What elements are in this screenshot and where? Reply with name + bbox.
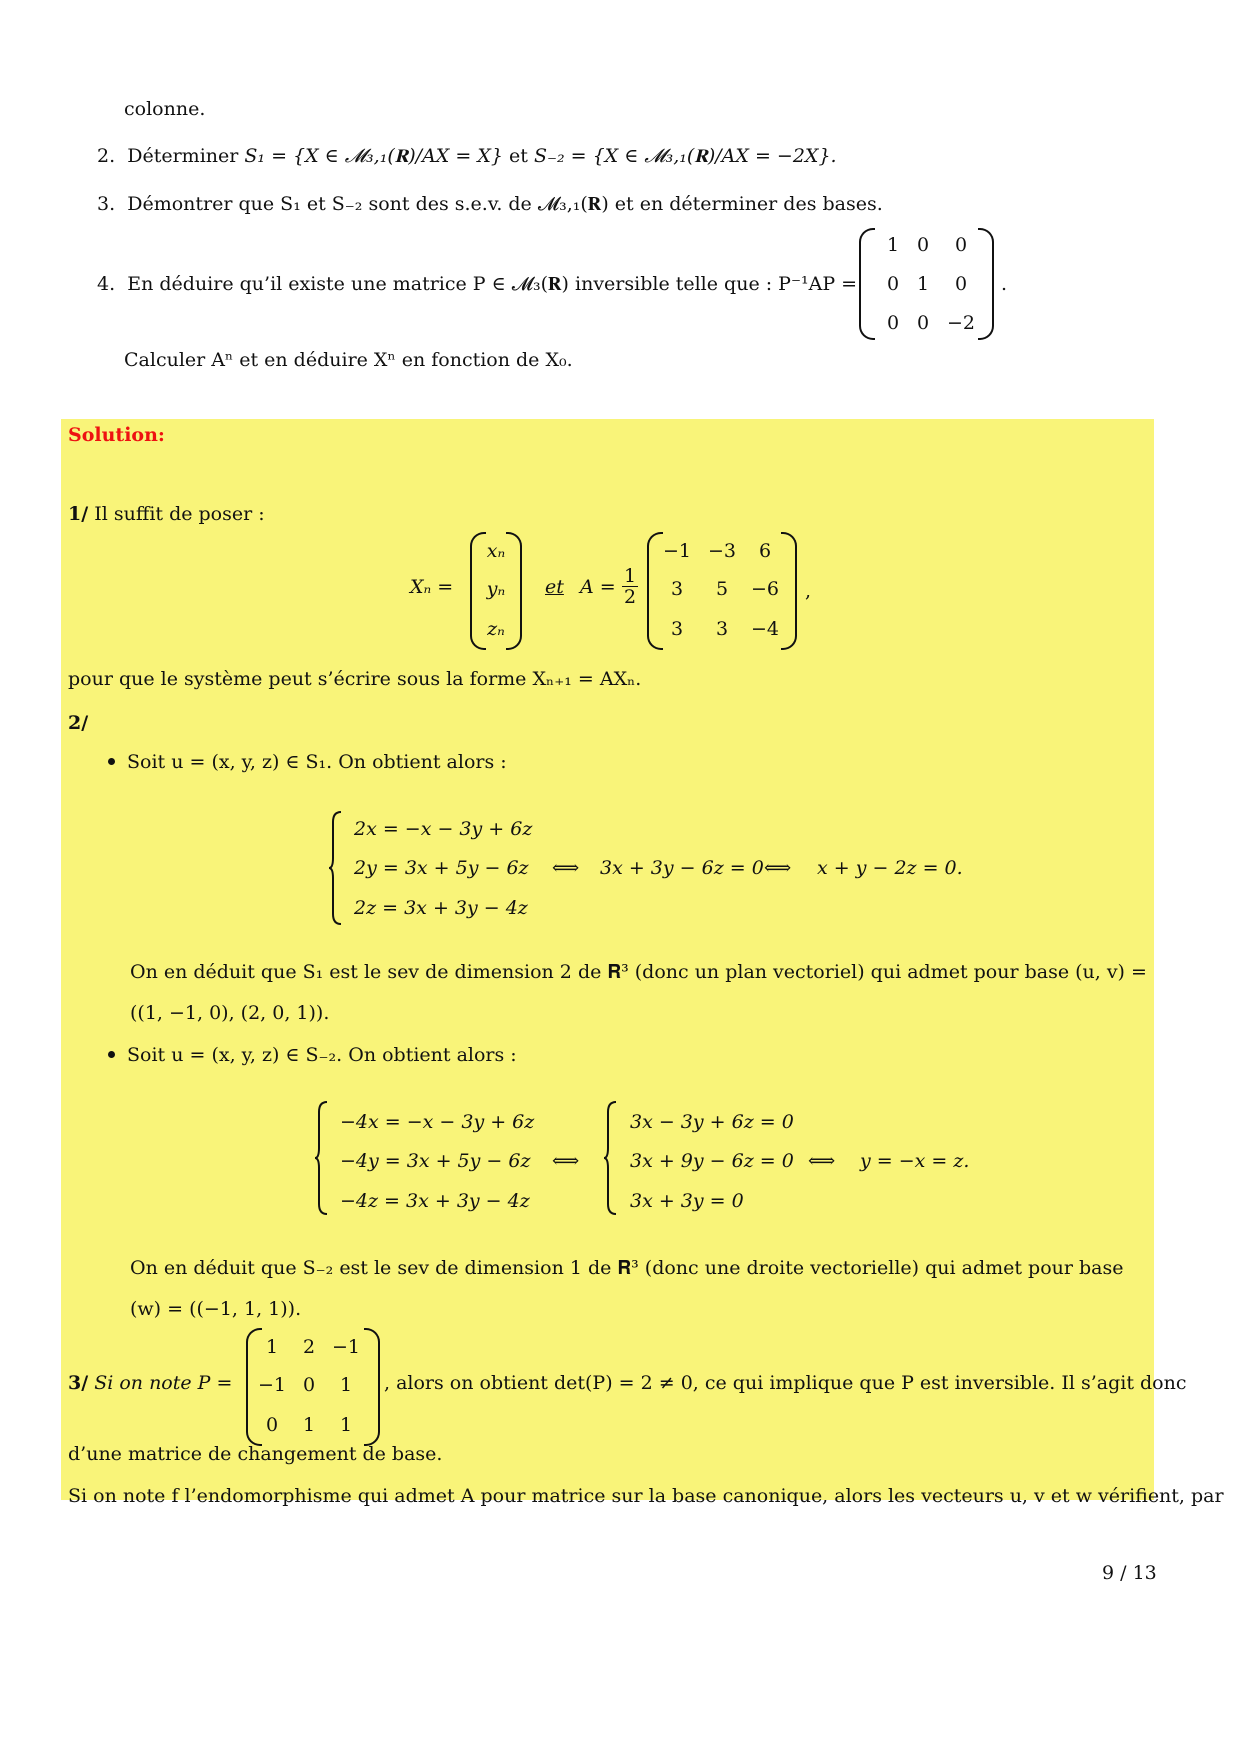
question-4-followup: Calculer Aⁿ et en déduire Xⁿ en fonction de X₀. <box>124 349 573 371</box>
matrix-a: −1 −3 6 3 5 −6 3 3 −4 <box>647 532 797 650</box>
equiv-arrow: ⟺ <box>808 1150 836 1172</box>
set-s1: S₁ = {X ∈ 𝓜₃,₁(𝐑)/AX = X} <box>244 145 503 167</box>
question-2 <box>97 145 837 167</box>
bullet1-conclusion-line1: On en déduit que S₁ est le sev de dimension 2 de 𝐑³ (donc un plan vectoriel) qui admet pour base (u, v) = <box>130 961 1147 983</box>
equiv-arrow: ⟺ <box>552 857 580 879</box>
question-number: 4. <box>97 273 116 295</box>
system1-eq1: 2x = −x − 3y + 6z <box>354 818 533 840</box>
part3-pre-text: Si on note P = <box>94 1372 233 1394</box>
brace-icon <box>315 1100 329 1216</box>
part3-line3: Si on note f l’endomorphisme qui admet A pour matrice sur la base canonique, alors les vecteurs u, v et w vérifient, par <box>68 1485 1224 1507</box>
brace-icon <box>604 1100 618 1216</box>
question-3 <box>97 193 883 215</box>
system1-eq3: 2z = 3x + 3y − 4z <box>354 897 528 919</box>
bullet2-text: Soit u = (x, y, z) ∈ S₋₂. On obtient alors : <box>127 1044 517 1066</box>
question-text: Déterminer <box>127 145 239 167</box>
equiv-arrow: ⟺ <box>764 857 792 879</box>
xn-label: Xₙ = <box>410 576 454 598</box>
system2-eq2: −4y = 3x + 5y − 6z <box>340 1150 531 1172</box>
part2-heading: 2/ <box>68 712 89 734</box>
part1-heading: 1/ <box>68 503 89 525</box>
part3-pre <box>68 1372 232 1394</box>
brace-icon <box>329 810 343 926</box>
system1-eq2: 2y = 3x + 5y − 6z <box>354 857 529 879</box>
matrix-p: 1 2 −1 −1 0 1 0 1 1 <box>246 1328 380 1446</box>
question-number: 3. <box>97 193 116 215</box>
page-number: 9 / 13 <box>1102 1562 1157 1584</box>
system2-result: y = −x = z. <box>860 1150 970 1172</box>
part3-post: , alors on obtient det(P) = 2 ≠ 0, ce qui implique que P est inversible. Il s’agit donc <box>384 1372 1187 1394</box>
continuation-text: colonne. <box>124 98 206 120</box>
system3-eq3: 3x + 3y = 0 <box>630 1190 744 1212</box>
bullet2-intro <box>108 1044 517 1066</box>
matrix-a-comma: , <box>805 580 812 602</box>
joiner: et <box>509 145 528 167</box>
bullet-icon <box>108 758 115 765</box>
question-text: En déduire qu’il existe une matrice P ∈ 𝓜₃(𝐑) inversible telle que : P⁻¹AP = <box>127 273 858 295</box>
one-half-fraction: $\frac{1}{2}$ <box>624 565 637 608</box>
et-label: et <box>545 576 564 598</box>
a-label: A = <box>580 576 616 598</box>
bullet2-conclusion-line1: On en déduit que S₋₂ est le sev de dimension 1 de 𝐑³ (donc une droite vectorielle) qui admet pour base <box>130 1257 1124 1279</box>
part3-line2: d’une matrice de changement de base. <box>68 1443 443 1465</box>
part3-heading: 3/ <box>68 1372 89 1394</box>
part1-intro <box>68 503 265 525</box>
question-4 <box>97 273 857 295</box>
equiv-arrow: ⟺ <box>552 1150 580 1172</box>
bullet1-text: Soit u = (x, y, z) ∈ S₁. On obtient alors : <box>127 751 507 773</box>
diagonal-matrix: 1 0 0 0 1 0 0 0 −2 <box>859 228 994 340</box>
bullet1-intro <box>108 751 507 773</box>
bullet2-conclusion-line2: (w) = ((−1, 1, 1)). <box>130 1298 302 1320</box>
question-number: 2. <box>97 145 116 167</box>
question-text: Démontrer que S₁ et S₋₂ sont des s.e.v. de 𝓜₃,₁(𝐑) et en déterminer des bases. <box>127 193 883 215</box>
system2-eq1: −4x = −x − 3y + 6z <box>340 1111 535 1133</box>
part1-intro-text: Il suffit de poser : <box>94 503 265 525</box>
system1-result1: 3x + 3y − 6z = 0 <box>600 857 764 879</box>
system3-eq1: 3x − 3y + 6z = 0 <box>630 1111 794 1133</box>
system2-eq3: −4z = 3x + 3y − 4z <box>340 1190 530 1212</box>
bullet1-conclusion-line2: ((1, −1, 0), (2, 0, 1)). <box>130 1002 330 1024</box>
solution-label: Solution: <box>68 424 165 446</box>
matrix-period: . <box>1001 273 1008 295</box>
bullet-icon <box>108 1051 115 1058</box>
system1-result2: x + y − 2z = 0. <box>817 857 963 879</box>
system3-eq2: 3x + 9y − 6z = 0 <box>630 1150 794 1172</box>
set-s-2: S₋₂ = {X ∈ 𝓜₃,₁(𝐑)/AX = −2X}. <box>533 145 837 167</box>
xn-vector: xₙ yₙ zₙ <box>470 532 522 650</box>
part1-conclusion: pour que le système peut s’écrire sous la forme Xₙ₊₁ = AXₙ. <box>68 668 642 690</box>
